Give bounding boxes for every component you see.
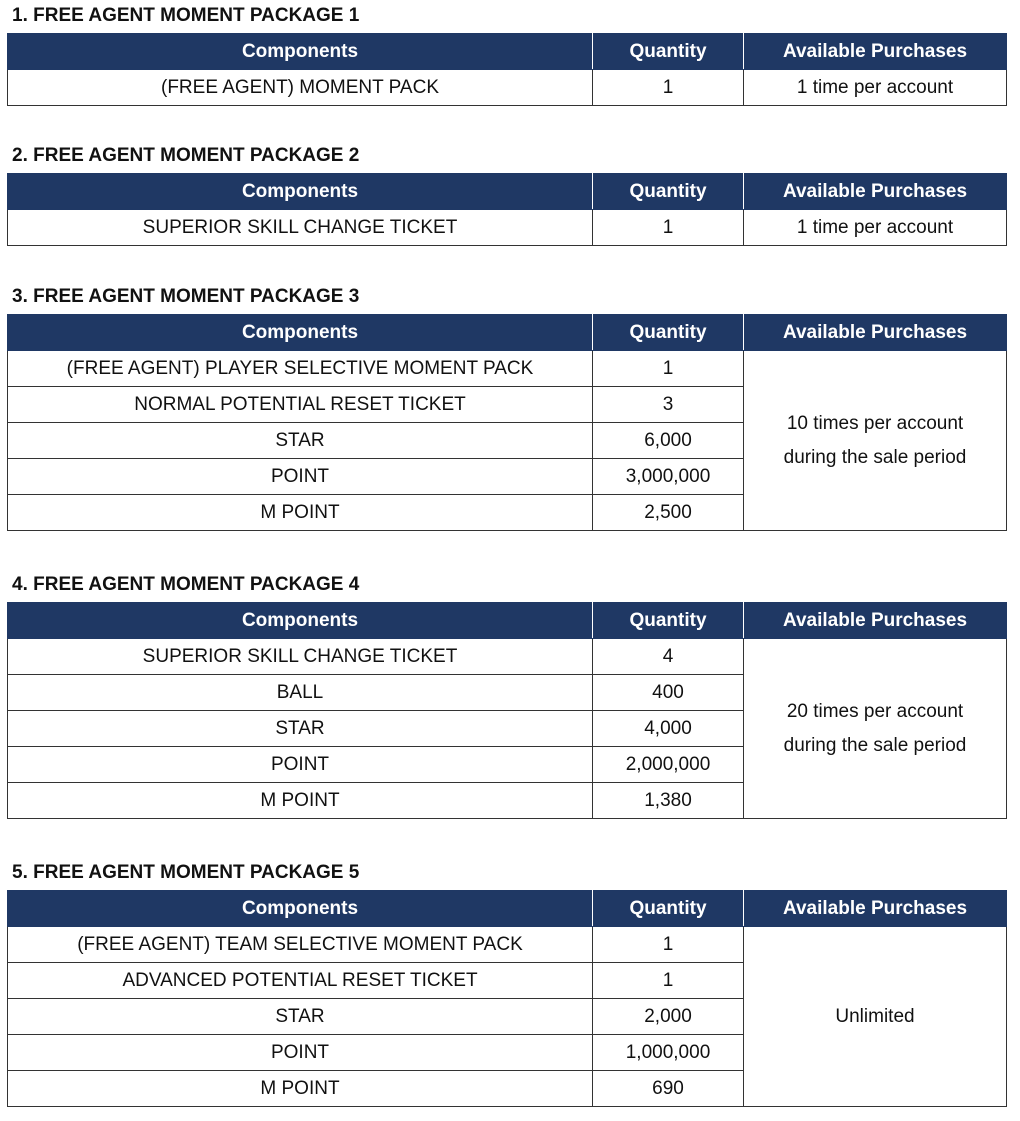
purchases-header: Available Purchases bbox=[744, 34, 1007, 70]
component-cell: M POINT bbox=[8, 783, 593, 819]
header-row bbox=[8, 315, 1007, 351]
component-cell: SUPERIOR SKILL CHANGE TICKET bbox=[8, 639, 593, 675]
quantity-cell: 6,000 bbox=[593, 423, 744, 459]
component-cell: (FREE AGENT) PLAYER SELECTIVE MOMENT PACK bbox=[8, 351, 593, 387]
purchases-line: 1 time per account bbox=[796, 76, 954, 98]
package-table bbox=[7, 33, 1007, 106]
purchases-header: Available Purchases bbox=[744, 891, 1007, 927]
components-header: Components bbox=[8, 315, 593, 351]
purchases-line: during the sale period bbox=[783, 446, 967, 468]
quantity-cell: 3 bbox=[593, 387, 744, 423]
component-cell: STAR bbox=[8, 999, 593, 1035]
quantity-header: Quantity bbox=[593, 603, 744, 639]
header-row bbox=[8, 34, 1007, 70]
package-table bbox=[7, 173, 1007, 246]
component-cell: ADVANCED POTENTIAL RESET TICKET bbox=[8, 963, 593, 999]
purchases-line: 1 time per account bbox=[796, 216, 954, 238]
component-cell: (FREE AGENT) TEAM SELECTIVE MOMENT PACK bbox=[8, 927, 593, 963]
table-row bbox=[8, 351, 1007, 387]
package-title: 2. FREE AGENT MOMENT PACKAGE 2 bbox=[12, 145, 360, 166]
purchases-line: 10 times per account bbox=[786, 412, 964, 434]
quantity-cell: 1,380 bbox=[593, 783, 744, 819]
component-cell: STAR bbox=[8, 711, 593, 747]
component-cell: (FREE AGENT) MOMENT PACK bbox=[8, 70, 593, 106]
table-row bbox=[8, 70, 1007, 106]
quantity-cell: 1 bbox=[593, 210, 744, 246]
header-row bbox=[8, 891, 1007, 927]
component-cell: POINT bbox=[8, 747, 593, 783]
package-title: 3. FREE AGENT MOMENT PACKAGE 3 bbox=[12, 286, 360, 307]
package-table bbox=[7, 890, 1007, 1107]
quantity-header: Quantity bbox=[593, 315, 744, 351]
components-header: Components bbox=[8, 34, 593, 70]
component-cell: NORMAL POTENTIAL RESET TICKET bbox=[8, 387, 593, 423]
header-row bbox=[8, 174, 1007, 210]
quantity-cell: 1,000,000 bbox=[593, 1035, 744, 1071]
quantity-cell: 1 bbox=[593, 70, 744, 106]
component-cell: BALL bbox=[8, 675, 593, 711]
purchases-cell bbox=[744, 927, 1007, 1107]
table-row bbox=[8, 927, 1007, 963]
quantity-cell: 3,000,000 bbox=[593, 459, 744, 495]
quantity-cell: 400 bbox=[593, 675, 744, 711]
quantity-cell: 4,000 bbox=[593, 711, 744, 747]
purchases-line: 20 times per account bbox=[786, 700, 964, 722]
component-cell: M POINT bbox=[8, 1071, 593, 1107]
purchases-line: during the sale period bbox=[783, 734, 967, 756]
purchases-cell bbox=[744, 70, 1007, 106]
purchases-cell bbox=[744, 351, 1007, 531]
components-header: Components bbox=[8, 603, 593, 639]
purchases-header: Available Purchases bbox=[744, 315, 1007, 351]
package-title: 4. FREE AGENT MOMENT PACKAGE 4 bbox=[12, 574, 360, 595]
package-table bbox=[7, 602, 1007, 819]
package-title: 1. FREE AGENT MOMENT PACKAGE 1 bbox=[12, 5, 360, 26]
header-row bbox=[8, 603, 1007, 639]
quantity-header: Quantity bbox=[593, 891, 744, 927]
quantity-cell: 4 bbox=[593, 639, 744, 675]
quantity-cell: 2,000,000 bbox=[593, 747, 744, 783]
quantity-header: Quantity bbox=[593, 174, 744, 210]
purchases-line: Unlimited bbox=[835, 1005, 915, 1027]
quantity-header: Quantity bbox=[593, 34, 744, 70]
component-cell: SUPERIOR SKILL CHANGE TICKET bbox=[8, 210, 593, 246]
purchases-header: Available Purchases bbox=[744, 603, 1007, 639]
component-cell: M POINT bbox=[8, 495, 593, 531]
component-cell: STAR bbox=[8, 423, 593, 459]
table-row bbox=[8, 210, 1007, 246]
components-header: Components bbox=[8, 174, 593, 210]
quantity-cell: 690 bbox=[593, 1071, 744, 1107]
components-header: Components bbox=[8, 891, 593, 927]
purchases-header: Available Purchases bbox=[744, 174, 1007, 210]
purchases-cell bbox=[744, 639, 1007, 819]
quantity-cell: 1 bbox=[593, 963, 744, 999]
purchases-cell bbox=[744, 210, 1007, 246]
component-cell: POINT bbox=[8, 1035, 593, 1071]
quantity-cell: 1 bbox=[593, 927, 744, 963]
package-table bbox=[7, 314, 1007, 531]
package-title: 5. FREE AGENT MOMENT PACKAGE 5 bbox=[12, 862, 360, 883]
quantity-cell: 1 bbox=[593, 351, 744, 387]
quantity-cell: 2,000 bbox=[593, 999, 744, 1035]
quantity-cell: 2,500 bbox=[593, 495, 744, 531]
component-cell: POINT bbox=[8, 459, 593, 495]
table-row bbox=[8, 639, 1007, 675]
